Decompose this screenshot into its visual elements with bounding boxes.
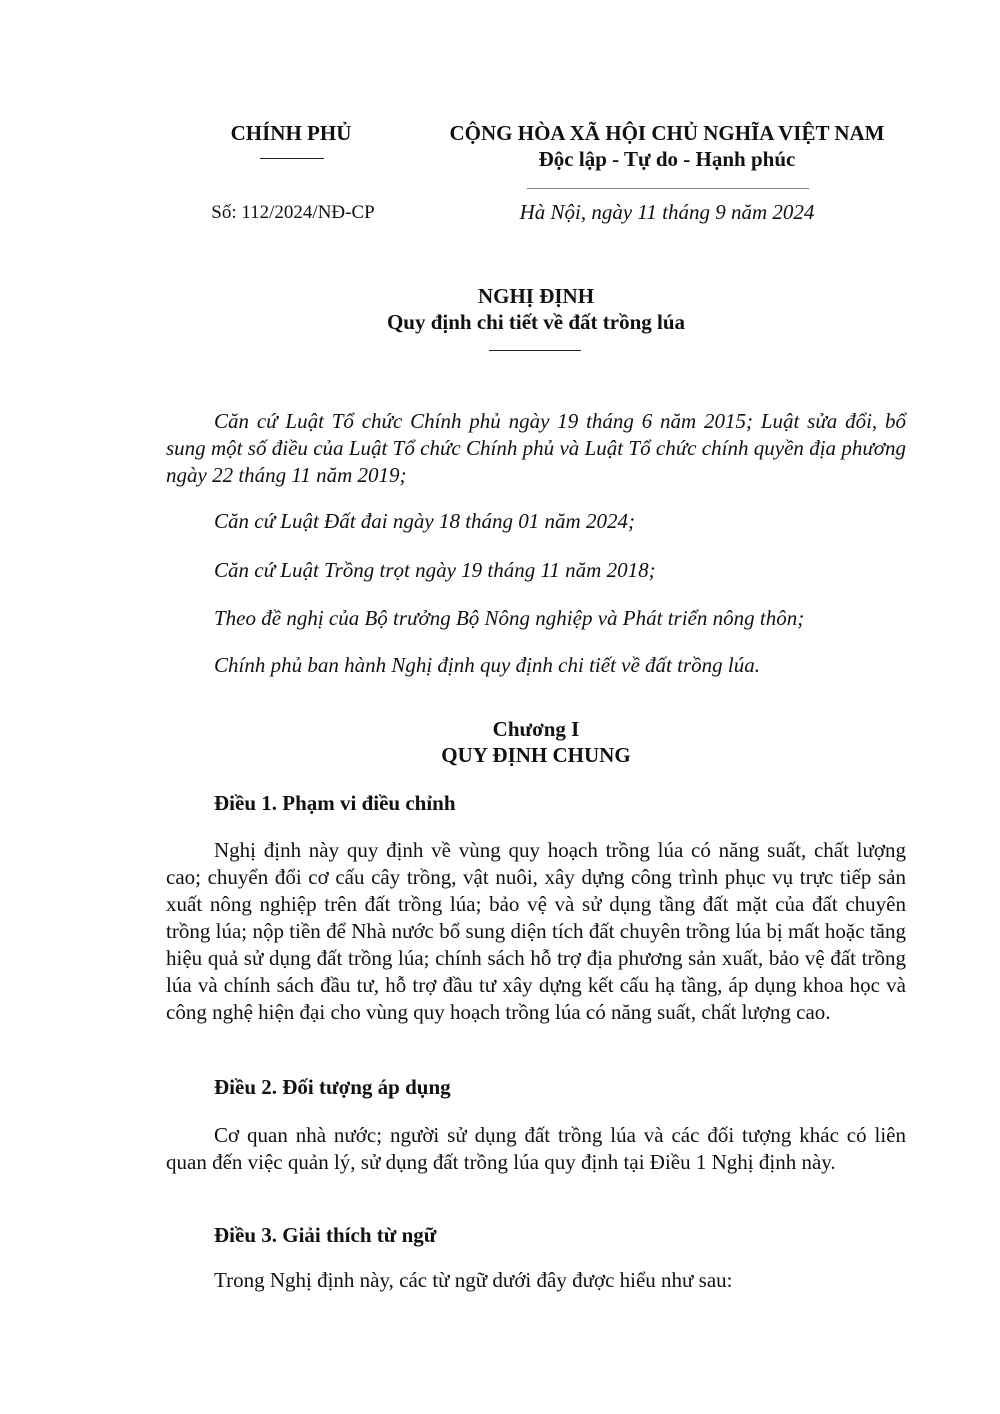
preamble-paragraph: Chính phủ ban hành Nghị định quy định chi tiết về đất trồng lúa. [214, 653, 760, 677]
document-subject: Quy định chi tiết về đất trồng lúa [386, 310, 686, 334]
preamble-paragraph: Theo đề nghị của Bộ trưởng Bộ Nông nghiệp và Phát triển nông thôn; [214, 606, 805, 630]
chapter-number: Chương I [492, 717, 580, 741]
document-number: Số: 112/2024/NĐ-CP [211, 202, 375, 223]
place-and-date: Hà Nội, ngày 11 tháng 9 năm 2024 [519, 200, 815, 224]
document-type: NGHỊ ĐỊNH [477, 284, 595, 308]
country-name: CỘNG HÒA XÃ HỘI CHỦ NGHĨA VIỆT NAM [449, 121, 885, 145]
national-motto: Độc lập - Tự do - Hạnh phúc [538, 147, 796, 171]
motto-underline [527, 188, 809, 189]
article-text: Nghị định này quy định về vùng quy hoạch trồng lúa có năng suất, chất lượng cao; chuyển đổi cơ cấu cây trồng, vật nuôi, xây dựng công trình phục vụ trực tiếp sản xuất nông nghiệp trên đất trồng lúa; bảo vệ và sử dụng tầng đất mặt của đất chuyên trồng lúa; nộp tiền để Nhà nước bổ sung diện tích đất chuyên trồng lúa bị mất hoặc tăng hiệu quả sử dụng đất trồng lúa; chính sách hỗ trợ địa phương sản xuất, bảo vệ đất trồng lúa và chính sách đầu tư, hỗ trợ đầu tư xây dựng kết cấu hạ tầng, áp dụng khoa học và công nghệ hiện đại cho vùng quy hoạch trồng lúa có năng suất, chất lượng cao. [166, 838, 906, 1024]
article-heading: Điều 2. Đối tượng áp dụng [214, 1075, 451, 1099]
article-text: Trong Nghị định này, các từ ngữ dưới đây được hiểu như sau: [214, 1268, 733, 1292]
preamble-paragraph: Căn cứ Luật Tổ chức Chính phủ ngày 19 tháng 6 năm 2015; Luật sửa đổi, bổ sung một số điều của Luật Tổ chức Chính phủ và Luật Tổ chức chính quyền địa phương ngày 22 tháng 11 năm 2019; [166, 409, 906, 487]
article-heading: Điều 1. Phạm vi điều chỉnh [214, 791, 456, 815]
chapter-title: QUY ĐỊNH CHUNG [441, 743, 631, 767]
issuing-agency: CHÍNH PHỦ [230, 121, 352, 145]
preamble-paragraph: Căn cứ Luật Trồng trọt ngày 19 tháng 11 năm 2018; [214, 558, 656, 582]
agency-underline [260, 158, 324, 159]
title-underline [489, 350, 581, 351]
article-heading: Điều 3. Giải thích từ ngữ [214, 1223, 437, 1247]
preamble-paragraph: Căn cứ Luật Đất đai ngày 18 tháng 01 năm 2024; [214, 509, 635, 533]
article-text: Cơ quan nhà nước; người sử dụng đất trồng lúa và các đối tượng khác có liên quan đến việc quản lý, sử dụng đất trồng lúa quy định tại Điều 1 Nghị định này. [166, 1123, 906, 1174]
